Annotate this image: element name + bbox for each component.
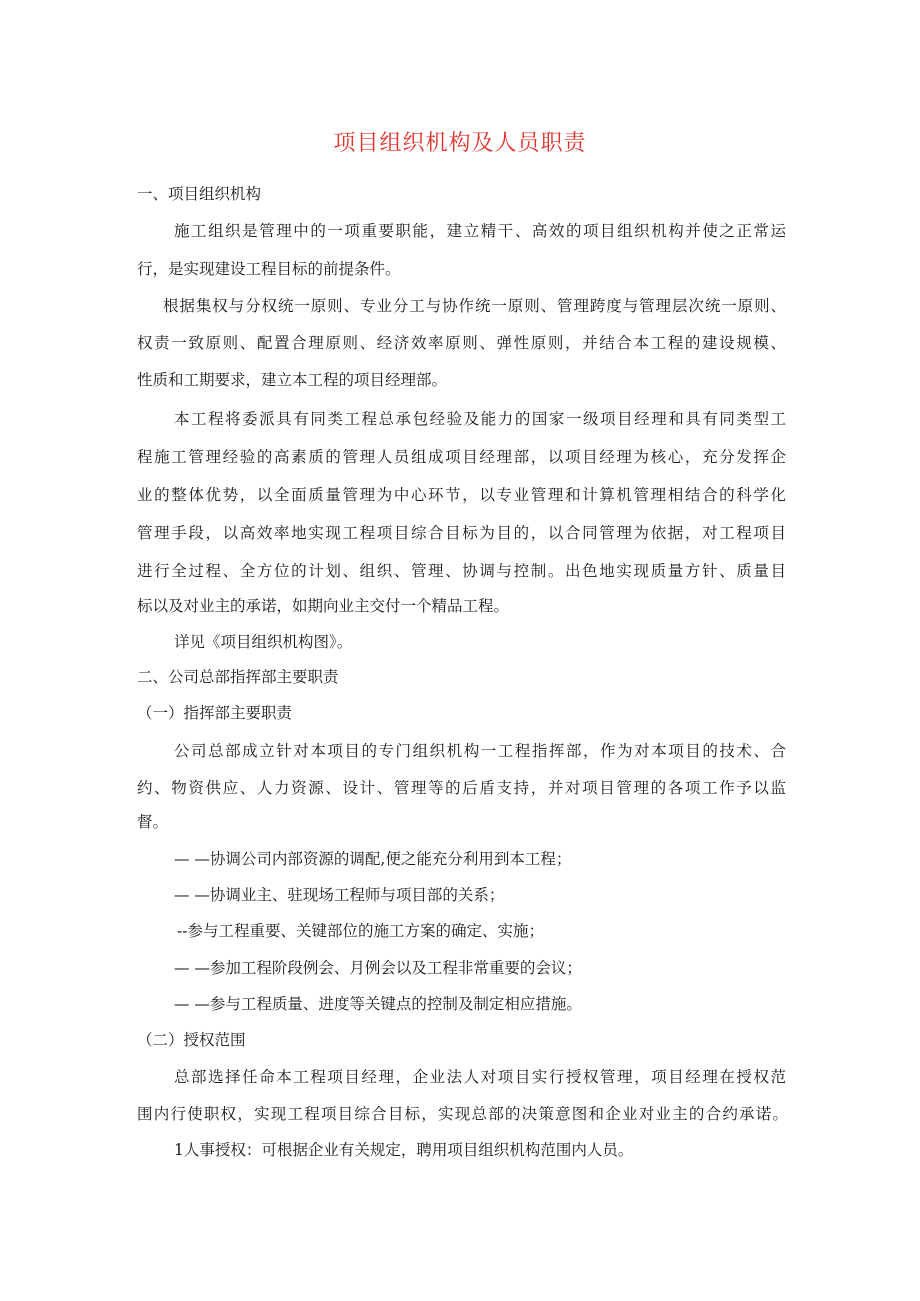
- paragraph-line: 详见《项目组织机构图》。: [174, 633, 353, 651]
- paragraph-line: 1人事授权：可根据企业有关规定，聘用项目组织机构范围内人员。: [174, 1141, 634, 1159]
- list-item: --参与工程重要、关键部位的施工方案的确定、实施；: [177, 922, 544, 940]
- paragraph-line: 公司总部成立针对本项目的专门组织机构一工程指挥部，作为对本项目的技术、合: [174, 742, 786, 760]
- paragraph-line: 业的整体优势，以全面质量管理为中心环节，以专业管理和计算机管理相结合的科学化: [137, 486, 786, 504]
- paragraph-line: 约、物资供应、人力资源、设计、管理等的后盾支持，并对项目管理的各项工作予以监: [137, 779, 786, 797]
- paragraph-line: 权责一致原则、配置合理原则、经济效率原则、弹性原则，并结合本工程的建设规模、: [137, 334, 786, 352]
- list-item: — —协调业主、驻现场工程师与项目部的关系；: [174, 886, 505, 904]
- paragraph-line: 督。: [137, 813, 169, 831]
- list-item: — —参加工程阶段例会、月例会以及工程非常重要的会议；: [174, 959, 582, 977]
- subsection-heading: （二）授权范围: [137, 1031, 246, 1049]
- paragraph-line: 标以及对业主的承诺，如期向业主交付一个精品工程。: [137, 597, 510, 615]
- page-title: 项目组织机构及人员职责: [333, 131, 587, 156]
- list-item: — —参与工程质量、进度等关键点的控制及制定相应措施。: [174, 995, 582, 1013]
- paragraph-line: 本工程将委派具有同类工程总承包经验及能力的国家一级项目经理和具有同类型工: [174, 410, 786, 428]
- section-heading-2: 二、公司总部指挥部主要职责: [137, 668, 339, 686]
- paragraph-line: 性质和工期要求，建立本工程的项目经理部。: [137, 371, 448, 389]
- paragraph-line: 管理手段，以高效率地实现工程项目综合目标为目的，以合同管理为依据，对工程项目: [137, 524, 786, 542]
- paragraph-line: 根据集权与分权统一原则、专业分工与协作统一原则、管理跨度与管理层次统一原则、: [163, 297, 786, 315]
- paragraph-line: 总部选择任命本工程项目经理，企业法人对项目实行授权管理，项目经理在授权范: [174, 1068, 786, 1086]
- paragraph-line: 行，是实现建设工程目标的前提条件。: [137, 260, 401, 278]
- paragraph-line: 程施工管理经验的高素质的管理人员组成项目经理部，以项目经理为核心，充分发挥企: [137, 448, 786, 466]
- paragraph-line: 进行全过程、全方位的计划、组织、管理、协调与控制。出色地实现质量方针、质量目: [137, 562, 786, 580]
- section-heading-1: 一、项目组织机构: [137, 185, 262, 203]
- paragraph-line: 施工组织是管理中的一项重要职能，建立精干、高效的项目组织机构并使之正常运: [174, 222, 786, 240]
- subsection-heading: （一）指挥部主要职责: [137, 704, 293, 722]
- paragraph-line: 围内行使职权，实现工程项目综合目标，实现总部的决策意图和企业对业主的合约承诺。: [137, 1105, 788, 1123]
- list-item: — —协调公司内部资源的调配,便之能充分利用到本工程；: [174, 850, 572, 868]
